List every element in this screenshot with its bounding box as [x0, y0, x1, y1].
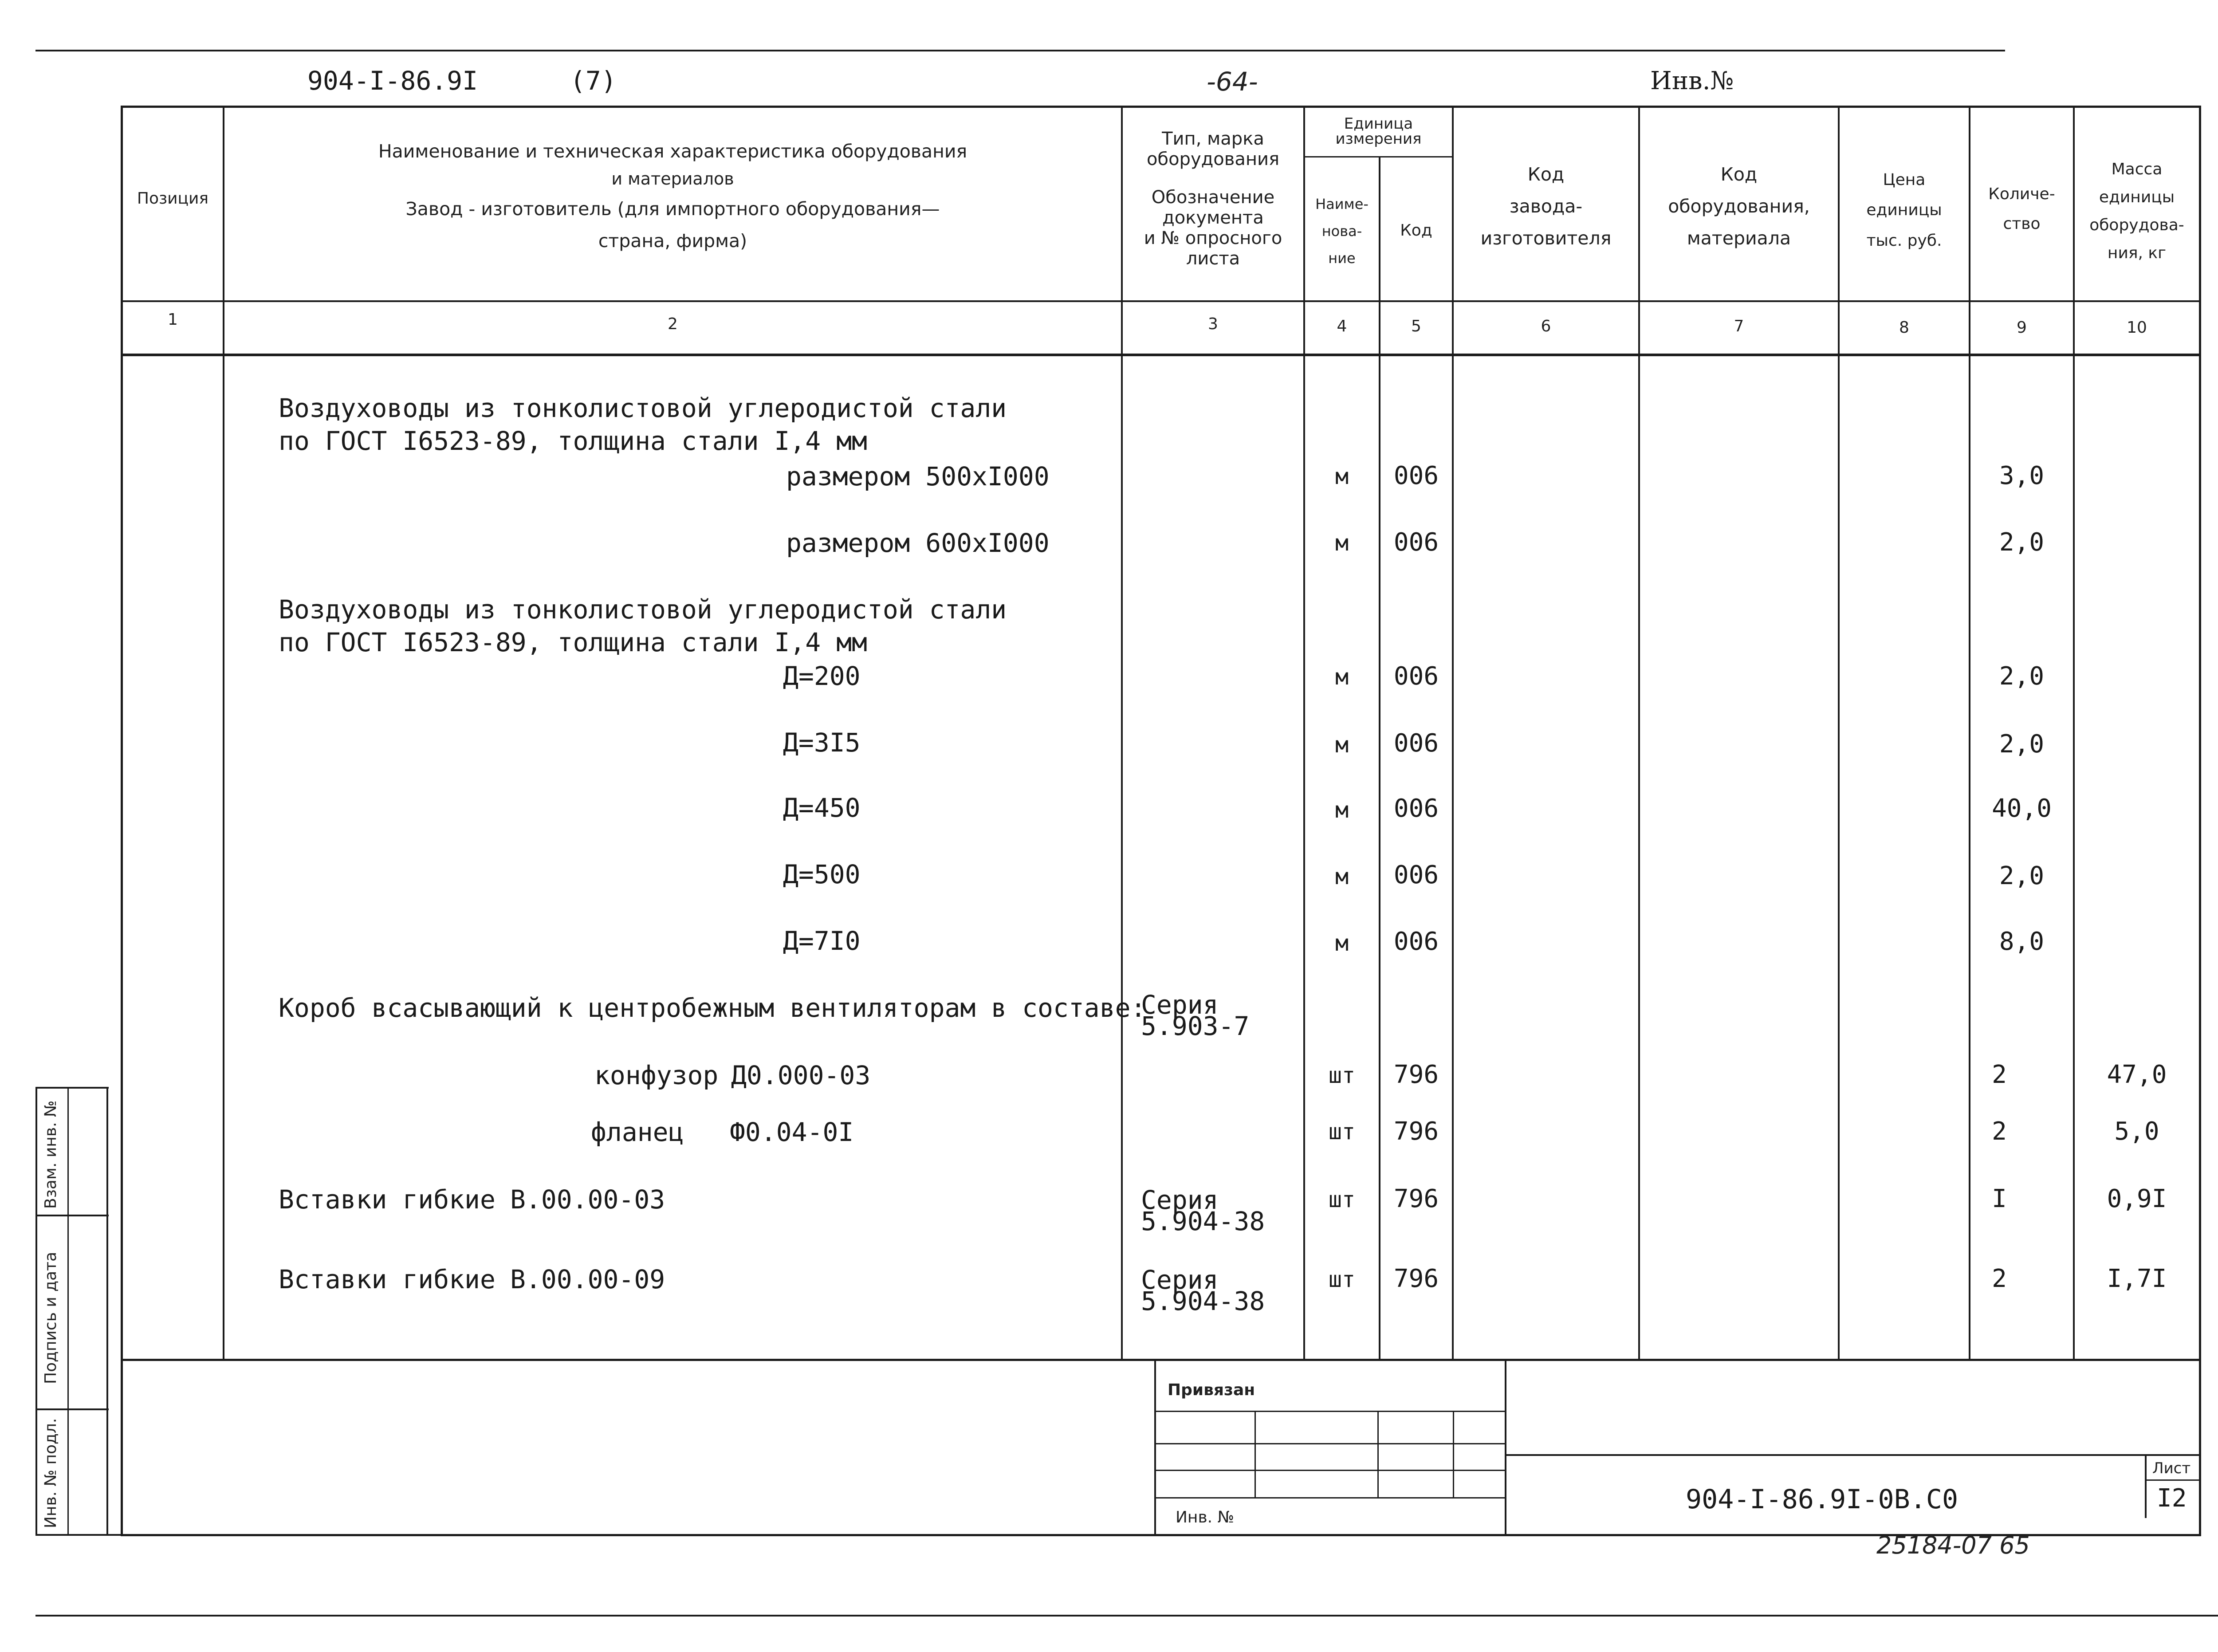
side-line-3 — [35, 1408, 109, 1410]
row-11-code: 796 — [1393, 1264, 1439, 1293]
row-10-type-l2: 5.904-38 — [1141, 1206, 1265, 1236]
row-2-code: 006 — [1393, 528, 1439, 557]
header-unit-name — [1305, 191, 1379, 271]
header-name — [224, 138, 1121, 256]
header-price — [1840, 165, 1969, 256]
header-unit-name-l2: нова- — [1321, 222, 1362, 240]
row-7-code: 006 — [1393, 927, 1439, 956]
row-11-type-l2: 5.904-38 — [1141, 1286, 1265, 1316]
col-line-2 — [1121, 106, 1123, 1360]
header-name-l4: страна, фирма) — [598, 230, 747, 252]
stamp-row-line-4 — [1156, 1497, 1505, 1499]
row-7-name: Д=7I0 — [783, 926, 861, 956]
handwritten-number: 25184-07 65 — [1876, 1531, 2030, 1559]
sheet-box-left-line — [2145, 1456, 2147, 1518]
row-4-qty: 2,0 — [1999, 730, 2045, 759]
sheet-box-mid-line — [2147, 1479, 2199, 1481]
header-quantity-l1: Количе- — [1988, 185, 2055, 203]
header-name-l2: и материалов — [611, 169, 734, 189]
col-line-6 — [1638, 106, 1640, 1360]
col-number-5: 5 — [1411, 317, 1421, 335]
row-6-unit: м — [1335, 864, 1349, 889]
col-line-1 — [223, 106, 224, 1360]
header-quantity — [1970, 180, 2073, 239]
col-number-9: 9 — [2017, 319, 2027, 337]
stamp-divider-line — [1505, 1361, 1506, 1534]
row-8-unit: шт — [1328, 1062, 1356, 1088]
col-number-4: 4 — [1337, 317, 1347, 335]
header-price-l1: Цена — [1883, 171, 1926, 189]
header-type-l1: Тип, марка — [1162, 129, 1264, 149]
row-6-qty: 2,0 — [1999, 861, 2045, 890]
header-type-l3: Обозначение — [1151, 187, 1275, 208]
header-position: Позиция — [137, 189, 209, 208]
stamp-doc-code: 904-I-86.9I-0В.С0 — [1686, 1484, 1958, 1515]
stamp-col-line-3 — [1453, 1411, 1454, 1497]
header-unit-code: Код — [1400, 221, 1432, 240]
col-number-1: 1 — [168, 311, 178, 329]
row-10-qty: I — [1992, 1184, 2007, 1213]
row-9-mass: 5,0 — [2114, 1117, 2159, 1146]
stamp-left-line — [1154, 1361, 1156, 1534]
stamp-code-top-line — [1506, 1454, 2199, 1456]
header-type — [1123, 129, 1303, 269]
header-factory-code-l1: Код — [1527, 164, 1565, 185]
row-8-code: 796 — [1393, 1060, 1439, 1089]
row-2-name: размером 600xI000 — [786, 528, 1050, 558]
privyazan-label: Привязан — [1168, 1381, 1255, 1399]
row-7-qty: 8,0 — [1999, 927, 2045, 956]
row-4-code: 006 — [1393, 729, 1439, 758]
inv-label-top: Инв.№ — [1650, 67, 1734, 95]
row-10-mark: В.00.00-03 — [510, 1184, 665, 1215]
row-4-unit: м — [1335, 732, 1349, 758]
row-4-name: Д=3I5 — [783, 728, 861, 758]
sheet-number: I2 — [2157, 1484, 2187, 1513]
group-title-2-l2: по ГОСТ I6523-89, толщина стали I,4 мм — [279, 627, 867, 657]
header-mass-l2: единицы — [2099, 188, 2175, 206]
header-price-l2: единицы — [1866, 201, 1942, 220]
table-bottom-line — [121, 1359, 2201, 1361]
row-11-unit: шт — [1328, 1267, 1356, 1292]
header-unit-name-l3: ние — [1328, 249, 1356, 267]
row-10-unit: шт — [1328, 1187, 1356, 1212]
row-3-code: 006 — [1393, 662, 1439, 691]
row-2-qty: 2,0 — [1999, 528, 2045, 557]
row-9-name: фланец — [591, 1117, 684, 1147]
group-3-type-l1: Серия — [1141, 990, 1219, 1020]
row-1-code: 006 — [1393, 461, 1439, 490]
row-3-unit: м — [1335, 664, 1349, 690]
col-line-5 — [1452, 106, 1454, 1360]
header-unit-name-l1: Наиме- — [1315, 196, 1369, 212]
header-equipment-code — [1640, 159, 1838, 254]
row-8-name: конфузор — [594, 1060, 719, 1090]
row-8-mass: 47,0 — [2107, 1060, 2167, 1089]
side-top-line — [35, 1087, 109, 1089]
doc-code-top: 904-I-86.9I — [307, 66, 478, 96]
col-number-3: 3 — [1208, 315, 1218, 333]
col-number-6: 6 — [1541, 317, 1551, 335]
row-10-mass: 0,9I — [2107, 1184, 2167, 1213]
outer-bottom-line — [35, 1615, 2218, 1617]
group-title-1-l1: Воздуховоды из тонколистовой углеродистой стали — [279, 393, 1007, 423]
row-8-mark: Д0.000-03 — [731, 1060, 871, 1090]
row-8-qty: 2 — [1992, 1060, 2007, 1089]
header-type-l2: оборудования — [1146, 149, 1280, 169]
row-10-code: 796 — [1393, 1184, 1439, 1213]
header-unit — [1305, 116, 1452, 146]
row-5-qty: 40,0 — [1992, 794, 2052, 823]
col-numbers-bottom-line — [121, 354, 2201, 356]
side-label-podpis: Подпись и дата — [42, 1251, 60, 1384]
col-line-7 — [1838, 106, 1840, 1360]
side-inner-line — [67, 1087, 69, 1535]
group-title-1-l2: по ГОСТ I6523-89, толщина стали I,4 мм — [279, 426, 867, 456]
header-name-l3: Завод - изготовитель (для импортного оборудования— — [405, 198, 940, 220]
row-3-qty: 2,0 — [1999, 662, 2045, 691]
header-type-l6: листа — [1186, 248, 1240, 269]
row-11-qty: 2 — [1992, 1264, 2007, 1293]
side-label-vzam: Взам. инв. № — [42, 1100, 60, 1209]
header-factory-code-l3: изготовителя — [1480, 227, 1612, 249]
top-edge-line — [35, 50, 2005, 51]
row-1-qty: 3,0 — [1999, 461, 2045, 490]
unit-header-line — [1305, 156, 1452, 157]
side-outer-line — [106, 1087, 108, 1535]
header-mass-l1: Масса — [2111, 160, 2163, 178]
row-5-code: 006 — [1393, 794, 1439, 823]
row-6-name: Д=500 — [783, 859, 861, 889]
row-5-unit: м — [1335, 797, 1349, 823]
header-mass-l4: ния, кг — [2107, 244, 2167, 262]
stamp-inv-label: Инв. № — [1176, 1508, 1235, 1526]
header-mass-l3: оборудова- — [2089, 216, 2184, 234]
row-1-unit: м — [1335, 464, 1349, 489]
header-price-l3: тыс. руб. — [1866, 231, 1942, 250]
side-line-2 — [35, 1215, 109, 1216]
group-title-3: Короб всасывающий к центробежным вентиляторам в составе: — [279, 993, 1146, 1023]
side-label-inv-podl: Инв. № подл. — [42, 1418, 60, 1528]
page-mark: -64- — [1207, 67, 1258, 97]
group-3-type-l2: 5.903-7 — [1141, 1011, 1250, 1041]
header-name-l1: Наименование и техническая характеристика оборудования — [378, 141, 967, 162]
doc-num-top: (7) — [570, 66, 617, 96]
row-11-mark: В.00.00-09 — [510, 1264, 665, 1294]
row-10-type-l1: Серия — [1141, 1185, 1219, 1215]
col-number-7: 7 — [1734, 317, 1744, 335]
row-9-code: 796 — [1393, 1117, 1439, 1146]
row-3-name: Д=200 — [783, 661, 861, 691]
frame-right-line — [2199, 106, 2201, 1535]
header-quantity-l2: ство — [2003, 214, 2041, 233]
col-number-8: 8 — [1899, 319, 1909, 337]
sheet-label: Лист — [2152, 1459, 2191, 1477]
row-9-unit: шт — [1328, 1119, 1356, 1145]
row-5-name: Д=450 — [783, 793, 861, 823]
stamp-col-line-2 — [1377, 1411, 1379, 1497]
group-title-2-l1: Воздуховоды из тонколистовой углеродистой стали — [279, 594, 1007, 625]
header-factory-code-l2: завода- — [1509, 195, 1583, 217]
row-1-name: размером 500xI000 — [786, 461, 1050, 492]
row-9-mark: Ф0.04-0I — [730, 1117, 854, 1147]
row-7-unit: м — [1335, 930, 1349, 956]
header-type-l5: и № опросного — [1144, 228, 1282, 248]
header-type-l4: документа — [1162, 208, 1264, 228]
header-factory-code — [1454, 159, 1638, 254]
row-11-mass: I,7I — [2107, 1264, 2167, 1293]
stamp-col-line-1 — [1255, 1411, 1256, 1497]
header-equipment-code-l1: Код — [1720, 164, 1758, 185]
row-10-name: Вставки гибкие — [279, 1184, 496, 1215]
col-line-9 — [2073, 106, 2075, 1360]
header-bottom-line — [121, 300, 2201, 302]
header-mass — [2075, 155, 2199, 267]
side-left-line — [35, 1087, 37, 1535]
row-2-unit: м — [1335, 530, 1349, 556]
col-number-10: 10 — [2127, 319, 2147, 337]
row-6-code: 006 — [1393, 861, 1439, 889]
header-equipment-code-l3: материала — [1687, 227, 1791, 249]
frame-top-line — [121, 106, 2201, 108]
header-unit-l1: Единица — [1344, 115, 1413, 133]
header-equipment-code-l2: оборудования, — [1668, 195, 1810, 217]
row-11-name: Вставки гибкие — [279, 1264, 496, 1294]
col-line-4 — [1379, 157, 1380, 1360]
header-unit-l2: измерения — [1335, 130, 1422, 148]
col-number-2: 2 — [668, 315, 678, 333]
row-11-type-l1: Серия — [1141, 1265, 1219, 1295]
row-9-qty: 2 — [1992, 1117, 2007, 1146]
